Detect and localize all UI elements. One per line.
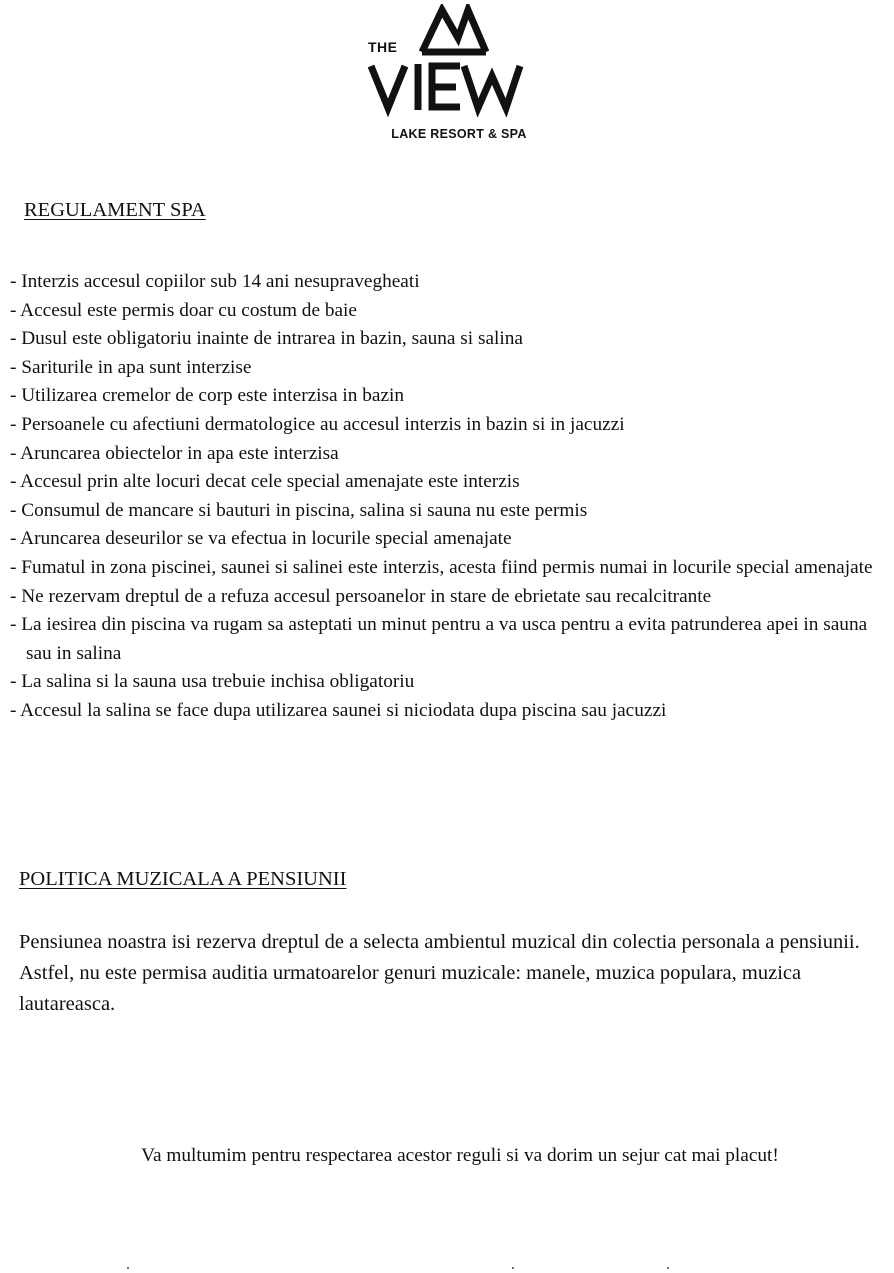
mountain-logo-icon bbox=[360, 4, 550, 124]
scan-speck bbox=[667, 1267, 669, 1269]
rule-item: - Persoanele cu afectiuni dermatologice au accesul interzis in bazin si in jacuzzi bbox=[10, 413, 625, 435]
music-policy-text: Pensiunea noastra isi rezerva dreptul de a selecta ambientul muzical din colectia personala a pensiunii. Astfel, nu este permisa auditia urmatoarelor genuri muzicale: manele, muzica populara, muzica lautareasca. bbox=[19, 931, 860, 1015]
rule-item: - Aruncarea deseurilor se va efectua in locurile special amenajate bbox=[10, 528, 512, 550]
rule-item: - Utilizarea cremelor de corp este interzisa in bazin bbox=[10, 385, 404, 407]
music-policy-heading: POLITICA MUZICALA A PENSIUNII bbox=[19, 868, 347, 890]
closing-message: Va multumim pentru respectarea acestor reguli si va dorim un sejur cat mai placut! bbox=[141, 1145, 779, 1166]
rule-item: - Aruncarea obiectelor in apa este interzisa bbox=[10, 442, 339, 464]
rule-item: - Fumatul in zona piscinei, saunei si salinei este interzis, acesta fiind permis numai in locurile special amenajate bbox=[10, 556, 873, 578]
rule-item: - Ne rezervam dreptul de a refuza accesul persoanelor in stare de ebrietate sau recalcitrante bbox=[10, 585, 712, 607]
rule-item: - La iesirea din piscina va rugam sa asteptati un minut pentru a va usca pentru a evita patrunderea apei in sauna sau in salina bbox=[10, 614, 868, 664]
rule-item: - Accesul este permis doar cu costum de baie bbox=[10, 299, 357, 321]
logo-subtitle: LAKE RESORT & SPA bbox=[391, 127, 527, 141]
rule-item: - Sariturile in apa sunt interzise bbox=[10, 356, 252, 378]
rule-item: - Accesul prin alte locuri decat cele special amenajate este interzis bbox=[10, 471, 520, 493]
scan-speck bbox=[127, 1267, 129, 1269]
rule-item: - La salina si la sauna usa trebuie inchisa obligatoriu bbox=[10, 671, 415, 693]
rule-item: - Consumul de mancare si bauturi in piscina, salina si sauna nu este permis bbox=[10, 499, 588, 521]
spa-rules-heading: REGULAMENT SPA bbox=[24, 199, 206, 221]
resort-logo bbox=[360, 4, 550, 144]
rule-item: - Interzis accesul copiilor sub 14 ani nesupravegheati bbox=[10, 271, 420, 292]
rule-item: - Accesul la salina se face dupa utilizarea saunei si niciodata dupa piscina sau jacuzzi bbox=[10, 699, 667, 721]
logo-the-text: THE bbox=[368, 39, 398, 55]
rule-item: - Dusul este obligatoriu inainte de intrarea in bazin, sauna si salina bbox=[10, 328, 523, 350]
scan-speck bbox=[512, 1267, 514, 1269]
spa-rules-list bbox=[10, 268, 880, 726]
